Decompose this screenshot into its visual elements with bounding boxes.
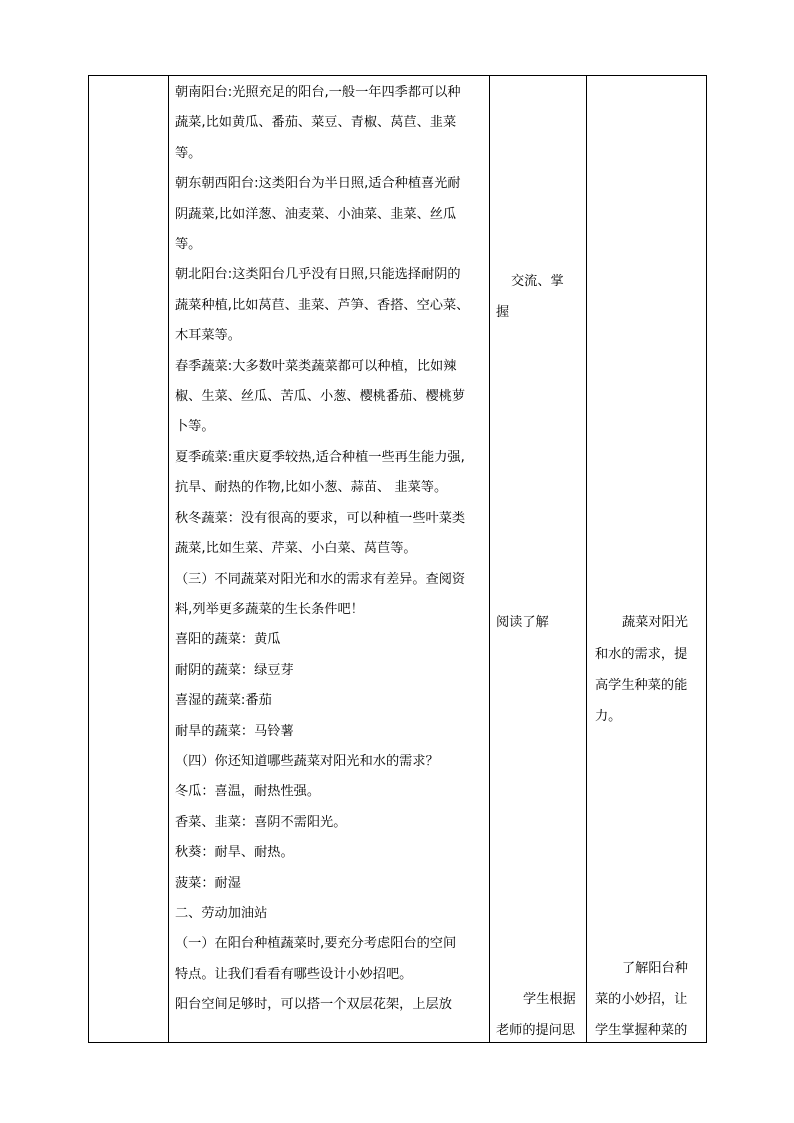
design-intent-text: 菜的小妙招，让: [595, 992, 688, 1007]
content-line: 蔬菜,比如生菜、芹菜、小白菜、莴苣等。: [175, 541, 417, 557]
content-line: 木耳菜等。: [175, 328, 241, 344]
content-line: 菠菜：耐湿: [175, 875, 241, 891]
design-intent-text: 力。: [595, 709, 622, 724]
empty-left-column: [89, 76, 168, 1042]
content-line: 夏季疏菜:重庆夏季较热,适合种植一些再生能力强,: [175, 449, 465, 465]
content-line: 二、劳动加油站: [175, 905, 268, 921]
content-line: 料,列举更多蔬菜的生长条件吧！: [175, 601, 364, 617]
design-intent-text: 蔬菜对阳光: [622, 615, 688, 630]
design-intent-text: 和水的需求，提: [595, 647, 688, 662]
content-line: 喜湿的蔬菜:番茄: [175, 693, 272, 709]
design-intent-text: 学生掌握种菜的: [595, 1023, 688, 1038]
column-divider: [168, 76, 169, 1042]
content-line: （四）你还知道哪些蔬菜对阳光和水的需求？: [175, 753, 439, 769]
content-line: 阳台空间足够时，可以搭一个双层花架，上层放: [175, 997, 452, 1013]
lesson-plan-table: [88, 75, 707, 1043]
student-activity-text: 学生根据: [523, 992, 576, 1007]
content-line: （一）在阳台种植蔬菜时,要充分考虑阳台的空间: [175, 936, 457, 952]
content-line: 香菜、韭菜：喜阴不需阳光。: [175, 814, 347, 830]
design-intent-column: [587, 76, 706, 1042]
content-line: 秋冬蔬菜：没有很高的要求，可以种植一些叶菜类: [175, 510, 466, 526]
content-line: 耐阴的蔬菜：绿豆芽: [175, 662, 294, 678]
content-line: 朝东朝西阳台:这类阳台为半日照,适合种植喜光耐: [175, 176, 461, 192]
content-line: 蔬菜种植,比如莴苣、韭菜、芦笋、香搭、空心菜、: [175, 297, 470, 313]
content-line: 耐旱的蔬菜：马铃薯: [175, 723, 294, 739]
content-line: 冬瓜：喜温，耐热性强。: [175, 784, 321, 800]
content-line: 特点。让我们看看有哪些设计小妙招吧。: [175, 966, 413, 982]
content-line: 春季蔬菜:大多数叶菜类蔬菜都可以种植，比如辣: [175, 358, 457, 374]
content-line: 抗旱、耐热的作物,比如小葱、蒜苗、 韭菜等。: [175, 480, 448, 496]
student-activity-text: 交流、掌: [511, 274, 564, 289]
design-intent-text: 高学生种菜的能: [595, 678, 688, 693]
content-line: 阴蔬菜,比如洋葱、油麦菜、小油菜、韭菜、丝瓜: [175, 206, 457, 222]
content-line: 喜阳的蔬菜：黄瓜: [175, 632, 281, 648]
content-line: 朝北阳台:这类阳台几乎没有日照,只能选择耐阴的: [175, 267, 461, 283]
design-intent-text: 了解阳台种: [622, 961, 688, 976]
content-line: 等。: [175, 237, 202, 253]
content-line: 等。: [175, 145, 202, 161]
content-line: （三）不同蔬菜对阳光和水的需求有差异。查阅资: [175, 571, 466, 587]
content-line: 蔬菜,比如黄瓜、番茄、菜豆、青椒、莴苣、韭菜: [175, 115, 457, 131]
content-line: 秋葵：耐旱、耐热。: [175, 845, 294, 861]
teaching-content-column: [175, 76, 487, 1042]
content-line: 椒、生菜、丝瓜、苦瓜、小葱、樱桃番茄、樱桃萝: [175, 389, 466, 405]
student-activity-text: 阅读了解: [496, 615, 549, 630]
content-line: 卜等。: [175, 419, 215, 435]
content-line: 朝南阳台:光照充足的阳台,一般一年四季都可以种: [175, 85, 461, 100]
student-activity-text: 握: [496, 305, 510, 320]
student-activity-text: 老师的提问思: [496, 1023, 576, 1038]
student-activity-column: [490, 76, 586, 1042]
